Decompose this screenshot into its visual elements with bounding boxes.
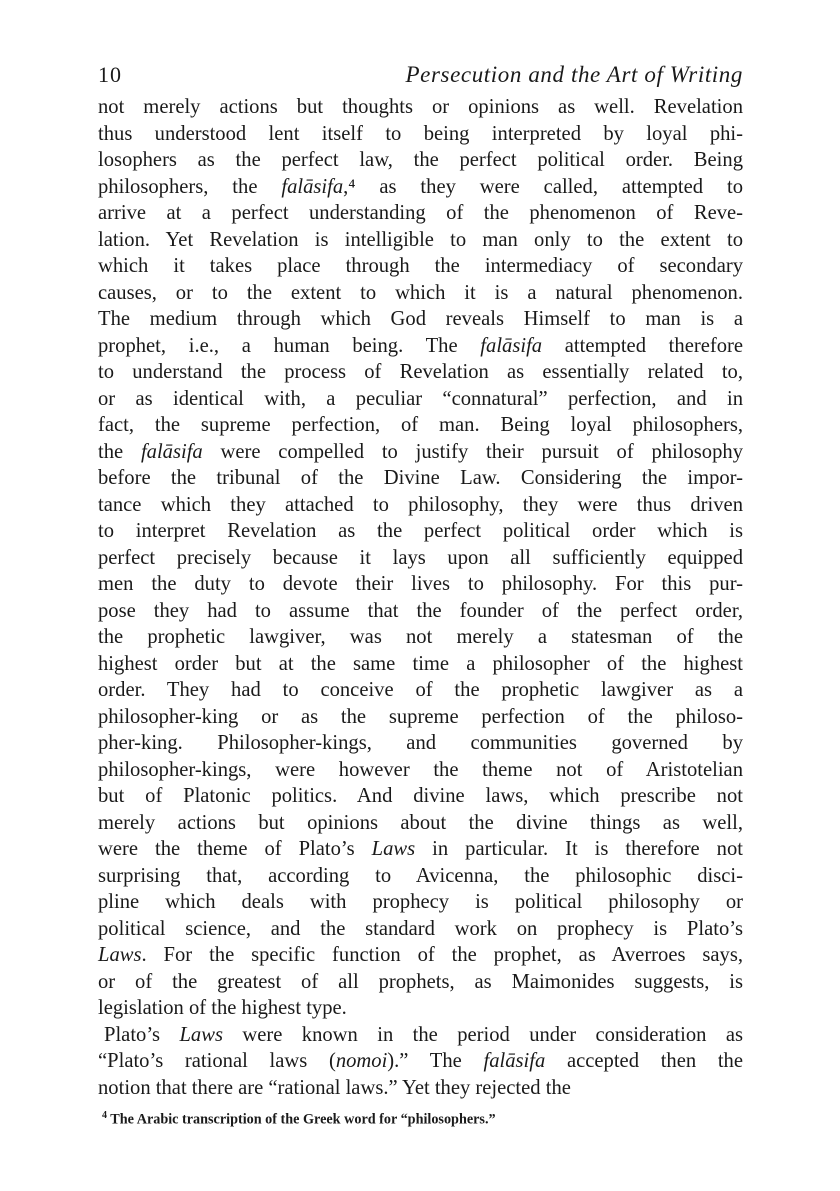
text-line: notion that there are “rational laws.” Yet they rejected the (98, 1076, 571, 1099)
text-line: fact, the supreme perfection, of man. Being loyal philosophers, (98, 414, 743, 436)
text-line: prophet, i.e., a human being. The falāsifa attempted therefore (98, 334, 743, 357)
text-line: which it takes place through the intermediacy of secondary (98, 255, 743, 277)
footnote-marker: 4 (102, 1110, 107, 1121)
text-line: were the theme of Plato’s Laws in particular. It is therefore not (98, 838, 743, 860)
footnote-text: The Arabic transcription of the Greek word for “philosophers.” (110, 1111, 496, 1128)
text-line: The medium through which God reveals Himself to man is a (98, 308, 743, 330)
text-line: or as identical with, a peculiar “connatural” perfection, and in (98, 387, 743, 410)
body-text (98, 94, 743, 1101)
page-number: 10 (98, 62, 122, 87)
text-line: highest order but at the same time a philosopher of the highest (98, 652, 743, 675)
text-line: arrive at a perfect understanding of the phenomenon of Reve- (98, 202, 743, 224)
text-line: tance which they attached to philosophy, they were thus driven (98, 493, 743, 516)
text-line: pline which deals with prophecy is political philosophy or (98, 891, 743, 913)
text-line: men the duty to devote their lives to philosophy. For this pur- (98, 573, 743, 595)
text-line: philosopher-kings, were however the theme not of Aristotelian (98, 758, 743, 781)
text-line: or of the greatest of all prophets, as Maimonides suggests, is (98, 970, 743, 993)
text-line: “Plato’s rational laws (nomoi).” The falāsifa accepted then the (98, 1050, 743, 1072)
footnote (98, 1107, 743, 1129)
running-head (98, 62, 743, 92)
text-line: order. They had to conceive of the prophetic lawgiver as a (98, 679, 743, 701)
running-title: Persecution and the Art of Writing (405, 62, 743, 87)
text-line: perfect precisely because it lays upon all sufficiently equipped (98, 546, 743, 569)
text-line: lation. Yet Revelation is intelligible to man only to the extent to (98, 228, 743, 251)
text-line: thus understood lent itself to being interpreted by loyal phi- (98, 122, 743, 145)
text-line: pher-king. Philosopher-kings, and communities governed by (98, 732, 743, 754)
text-line: political science, and the standard work on prophecy is Plato’s (98, 917, 743, 940)
text-line: legislation of the highest type. (98, 997, 347, 1019)
text-line: causes, or to the extent to which it is a natural phenomenon. (98, 281, 743, 304)
text-line: surprising that, according to Avicenna, the philosophic disci- (98, 864, 743, 887)
text-line: to understand the process of Revelation as essentially related to, (98, 361, 743, 383)
text-line: the prophetic lawgiver, was not merely a statesman of the (98, 626, 743, 648)
text-line: philosophers, the falāsifa,⁴ as they were called, attempted to (98, 175, 744, 198)
text-line: Laws. For the specific function of the prophet, as Averroes says, (98, 944, 743, 966)
document-page (98, 62, 743, 1129)
text-line: merely actions but opinions about the divine things as well, (98, 811, 743, 834)
text-line: losophers as the perfect law, the perfect political order. Being (98, 149, 743, 171)
text-line: pose they had to assume that the founder of the perfect order, (98, 599, 743, 622)
text-line: before the tribunal of the Divine Law. Considering the impor- (98, 467, 743, 489)
text-line: philosopher-king or as the supreme perfection of the philoso- (98, 705, 743, 728)
text-line: Plato’s Laws were known in the period under consideration as (104, 1023, 743, 1046)
text-line: to interpret Revelation as the perfect political order which is (98, 520, 743, 542)
text-line: not merely actions but thoughts or opinions as well. Revelation (98, 96, 743, 118)
text-line: but of Platonic politics. And divine laws, which prescribe not (98, 785, 743, 807)
text-line: the falāsifa were compelled to justify their pursuit of philosophy (98, 440, 743, 463)
